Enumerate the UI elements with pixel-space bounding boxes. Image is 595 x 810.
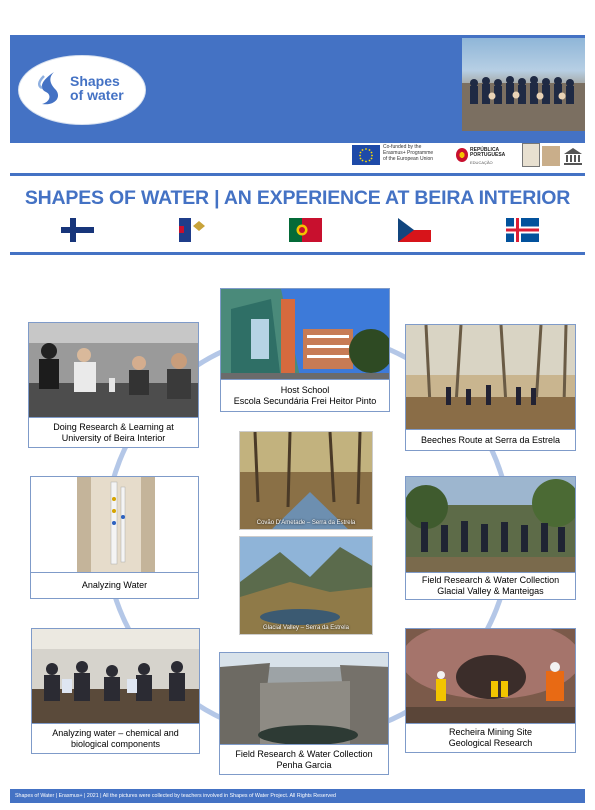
penha-garcia-photo <box>220 653 388 746</box>
footer-bar: Shapes of Water | Erasmus+ | 2021 | All the pictures were collected by teachers involved in Shapes of Water Project. All Rights Reserved <box>10 789 585 803</box>
card-penha-garcia <box>219 652 389 775</box>
caption-line: Escola Secundária Frei Heitor Pinto <box>233 395 377 406</box>
caption-line: Glacial Valley & Manteigas <box>437 586 544 596</box>
pt-line: REPÚBLICA <box>470 147 500 153</box>
unesco-icon <box>562 145 584 167</box>
covao-caption: Covão D'Ametade – Serra da Estrela <box>256 520 356 526</box>
title-rule-bottom <box>10 252 585 255</box>
analyzing-water-photo <box>31 477 198 574</box>
pt-name <box>470 148 505 158</box>
glacial-valley-mini-photo <box>239 536 373 635</box>
beeches-caption <box>406 429 575 450</box>
pt-emblem-icon <box>456 148 468 162</box>
logo-text <box>70 74 124 102</box>
caption-line: Field Research & Water Collection <box>235 748 373 759</box>
card-host-school <box>220 288 390 412</box>
water-drop-icon <box>34 70 66 108</box>
title-rule-top <box>10 173 585 176</box>
host-school-photo <box>221 289 389 381</box>
recheira-caption <box>406 723 575 752</box>
valley-mini-caption: Glacial Valley – Serra da Estrela <box>263 625 349 631</box>
card-glacial-valley <box>405 476 576 600</box>
caption-line: Penha Garcia <box>276 759 332 770</box>
eu-flag-icon <box>352 145 380 165</box>
school-logo <box>522 143 540 167</box>
caption-line: Doing Research & Learning at <box>53 421 174 432</box>
portugal-flag-icon <box>289 218 322 242</box>
covao-photo <box>239 431 373 530</box>
caption-line: Analyzing water – chemical and <box>52 727 179 738</box>
page-title: SHAPES OF WATER | AN EXPERIENCE AT BEIRA INTERIOR <box>24 187 571 209</box>
chemical-lab-photo <box>32 629 199 725</box>
pt-line: PORTUGUESA <box>470 152 506 158</box>
ubi-caption <box>29 417 198 447</box>
caption-line: Analyzing Water <box>81 580 148 590</box>
recheira-photo <box>406 629 575 725</box>
ubi-lab-photo <box>29 323 198 419</box>
card-ubi-research <box>28 322 199 448</box>
azores-flag-icon <box>179 218 212 242</box>
finland-flag-icon <box>61 218 94 242</box>
glacial-valley-caption <box>406 572 575 599</box>
portuguese-republic-logo <box>456 145 514 167</box>
caption-line: Recheira Mining Site <box>448 727 533 737</box>
beeches-photo <box>406 325 575 431</box>
caption-line: Host School <box>280 384 330 395</box>
partner-logos <box>352 143 585 170</box>
card-chemical-analysis <box>31 628 200 754</box>
caption-line: biological components <box>70 738 161 749</box>
chemical-caption <box>32 723 199 753</box>
caption-line: Beeches Route at Serra da Estrela <box>420 434 561 445</box>
logo-line1: Shapes <box>70 73 120 89</box>
group-photo <box>462 38 585 131</box>
eu-cofunded-text <box>383 144 453 162</box>
eu-text-line: Erasmus+ Programme <box>383 150 434 156</box>
czech-flag-icon <box>398 218 431 242</box>
logo-line2: of water <box>70 87 124 103</box>
eu-text-line: Co-funded by the <box>383 144 422 150</box>
card-analyzing-water <box>30 476 199 599</box>
analyzing-water-caption <box>31 572 198 598</box>
caption-line: Field Research & Water Collection <box>421 575 560 585</box>
pt-sub: EDUCAÇÃO <box>470 160 493 165</box>
card-beeches-route <box>405 324 576 451</box>
eu-text-line: of the European Union <box>383 156 434 162</box>
geopark-logo <box>542 146 560 166</box>
caption-line: Geological Research <box>448 738 533 748</box>
card-recheira-mining <box>405 628 576 753</box>
penha-garcia-caption <box>220 744 388 774</box>
host-school-caption <box>221 379 389 411</box>
glacial-valley-photo <box>406 477 575 574</box>
caption-line: University of Beira Interior <box>61 432 166 443</box>
iceland-flag-icon <box>506 218 539 242</box>
